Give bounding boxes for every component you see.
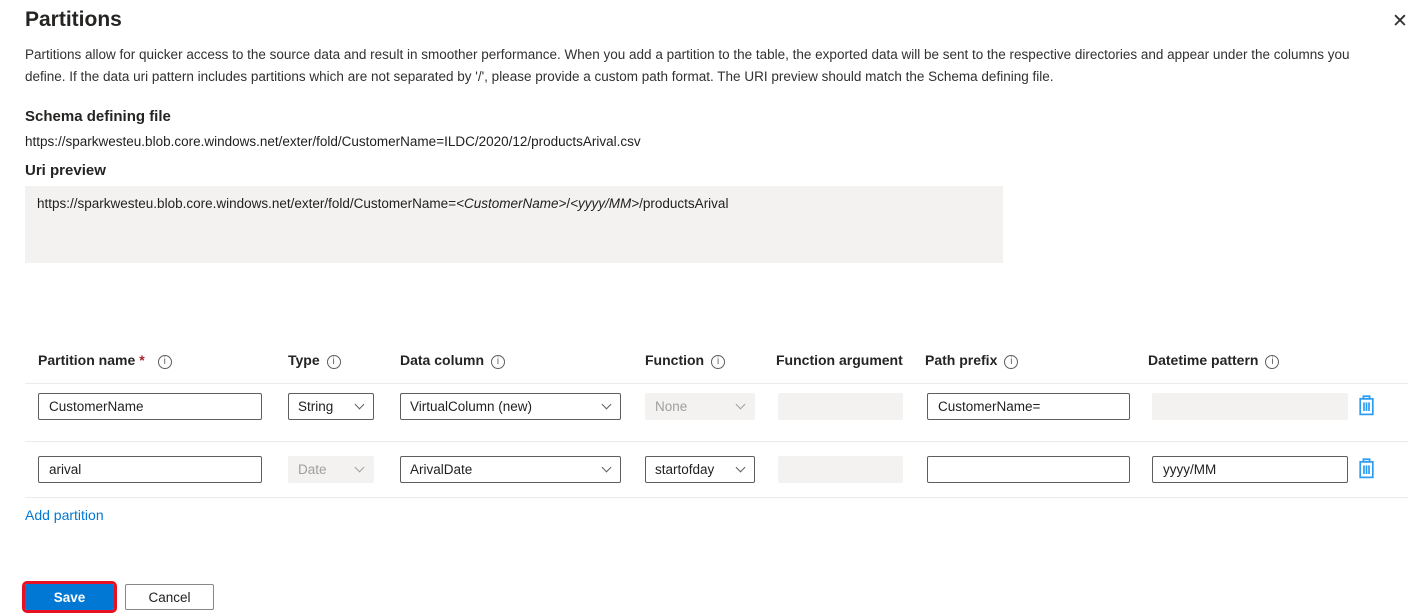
partition-name-input[interactable] [38,456,262,483]
close-icon[interactable]: ✕ [1392,11,1408,32]
uri-preview-box [25,186,1003,263]
datetime-pattern-field [1152,393,1348,420]
uri-preview-date-token: <yyyy/MM> [570,196,640,211]
uri-preview-customer-token: <CustomerName> [456,196,567,211]
page-title: Partitions [25,8,122,31]
function-argument-field [778,456,903,483]
data-column-dropdown[interactable]: ArivalDate [400,456,621,483]
type-dropdown[interactable]: String [288,393,374,420]
chevron-down-icon [602,400,612,410]
partition-row [0,456,1408,484]
partition-name-input[interactable] [38,393,262,420]
header-partition-name: Partition name * i [38,352,172,369]
delete-row-icon[interactable] [1358,395,1375,419]
add-partition-link[interactable]: Add partition [25,507,104,523]
dialog-description: Partitions allow for quicker access to the source data and result in smoother performance. When you add a partition to the table, the exported data will be sent to the respective directories and appear under the columns you define. If the data uri pattern includes partitions which are not separated by '/', please provide a custom path format. The URI preview should match the Schema defining file. [25,47,1350,84]
type-dropdown: Date [288,456,374,483]
delete-row-icon[interactable] [1358,458,1375,482]
uri-preview-slash: / [566,196,571,211]
info-icon[interactable]: i [1004,355,1018,369]
function-argument-field [778,393,903,420]
required-asterisk: * [139,352,145,368]
header-datetime-pattern: Datetime pattern i [1148,352,1279,369]
info-icon[interactable]: i [158,355,172,369]
divider [25,383,1408,384]
header-function: Function i [645,352,725,369]
chevron-down-icon [736,400,746,410]
info-icon[interactable]: i [1265,355,1279,369]
header-type: Type i [288,352,341,369]
divider [25,441,1408,442]
schema-defining-file-label: Schema defining file [25,108,171,125]
divider [25,497,1408,498]
save-button[interactable]: Save [25,584,114,610]
uri-preview-suffix: /productsArival [639,196,729,211]
function-dropdown[interactable]: startofday [645,456,755,483]
header-path-prefix: Path prefix i [925,352,1018,369]
path-prefix-input[interactable] [927,393,1130,420]
cancel-button[interactable]: Cancel [125,584,214,610]
data-column-dropdown[interactable]: VirtualColumn (new) [400,393,621,420]
uri-preview-prefix: https://sparkwesteu.blob.core.windows.net/exter/fold/CustomerName= [37,196,457,211]
table-header-row [0,352,1408,374]
info-icon[interactable]: i [327,355,341,369]
path-prefix-input[interactable] [927,456,1130,483]
info-icon[interactable]: i [711,355,725,369]
chevron-down-icon [602,463,612,473]
chevron-down-icon [355,463,365,473]
chevron-down-icon [736,463,746,473]
partition-row [0,393,1408,421]
info-icon[interactable]: i [491,355,505,369]
function-dropdown: None [645,393,755,420]
header-function-argument: Function argument [776,352,903,368]
uri-preview-label: Uri preview [25,162,106,179]
header-data-column: Data column i [400,352,505,369]
schema-defining-file-value: https://sparkwesteu.blob.core.windows.net/exter/fold/CustomerName=ILDC/2020/12/productsArival.csv [25,134,641,149]
chevron-down-icon [355,400,365,410]
datetime-pattern-input[interactable] [1152,456,1348,483]
